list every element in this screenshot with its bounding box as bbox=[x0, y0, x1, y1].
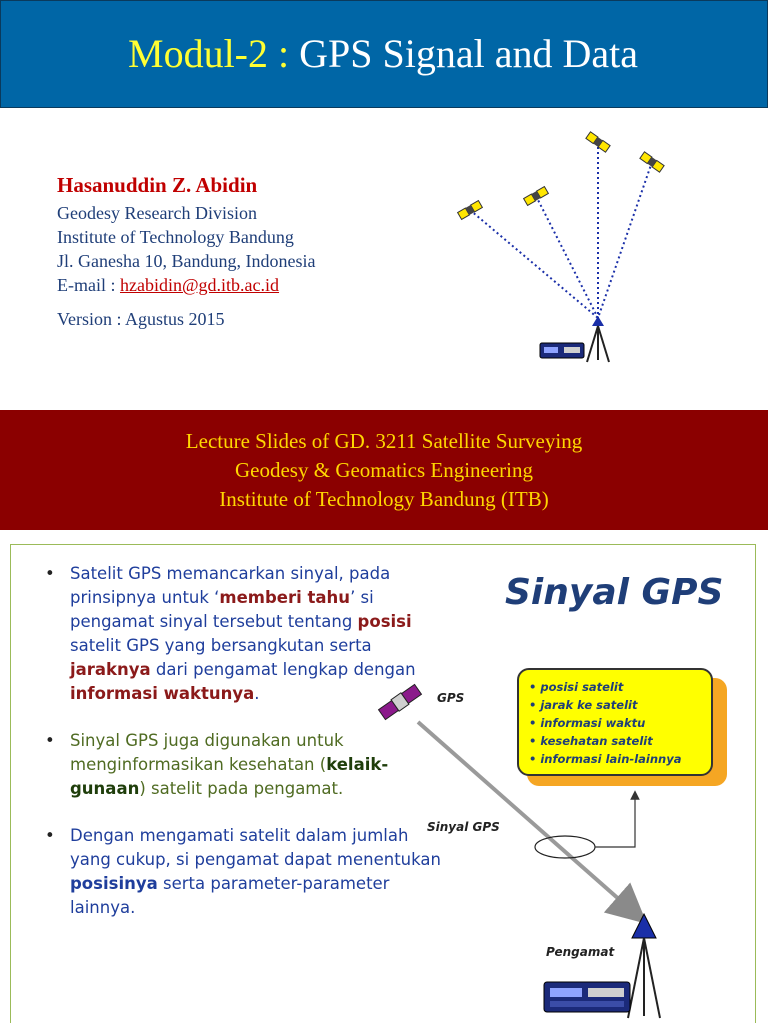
email-label: E-mail : bbox=[57, 275, 116, 295]
emphasis-text: memberi tahu bbox=[219, 588, 351, 607]
emphasis-text: informasi waktunya bbox=[70, 684, 255, 703]
bullet-item-2: • Sinyal GPS juga digunakan untuk menginformasikan kesehatan (kelaik-gunaan) satelit pada pengamat. bbox=[45, 731, 389, 798]
info-item: • posisi satelit bbox=[529, 680, 624, 694]
receiver-unit-icon bbox=[540, 343, 584, 358]
observer-tripod-icon bbox=[628, 914, 660, 1018]
title-prefix: Modul-2 : bbox=[128, 31, 290, 76]
banner-course: Lecture Slides of GD. 3211 Satellite Surveying bbox=[185, 429, 583, 453]
satellite-icon bbox=[586, 132, 610, 152]
signal-beams bbox=[470, 142, 652, 318]
author-email-line bbox=[57, 273, 315, 297]
banner-institute: Institute of Technology Bandung (ITB) bbox=[219, 487, 549, 511]
slide-heading: Sinyal GPS bbox=[505, 572, 724, 613]
signal-label: Sinyal GPS bbox=[427, 820, 500, 834]
satellite-illustration bbox=[440, 118, 680, 368]
bullet-item-3: • Dengan mengamati satelit dalam jumlah yang cukup, si pengamat dapat menentukan posisinya serta parameter-parameter lainnya. bbox=[45, 826, 441, 917]
emphasis-text: kelaik-gunaan bbox=[70, 755, 389, 798]
author-block bbox=[57, 173, 315, 330]
info-item: • informasi waktu bbox=[529, 716, 646, 730]
author-institute: Institute of Technology Bandung bbox=[57, 227, 294, 247]
banner-department: Geodesy & Geomatics Engineering bbox=[235, 458, 533, 482]
email-link[interactable]: hzabidin@gd.itb.ac.id bbox=[119, 275, 280, 295]
page-title bbox=[0, 30, 766, 77]
bullet-glyph: • bbox=[45, 731, 55, 750]
bullet-item-1: • Satelit GPS memancarkan sinyal, pada prinsipnya untuk ‘memberi tahu’ si pengamat sinyal tersebut tentang posisi satelit GPS yang bersangkutan serta jaraknya dari pengamat lengkap dengan informasi waktunya. bbox=[45, 564, 416, 703]
info-box bbox=[517, 668, 713, 776]
author-address: Jl. Ganesha 10, Bandung, Indonesia bbox=[57, 251, 316, 271]
lecture-banner bbox=[0, 410, 768, 530]
emphasis-text: posisi bbox=[357, 612, 412, 631]
satellite-icon bbox=[378, 684, 422, 721]
receiver-unit-icon bbox=[544, 982, 630, 1012]
emphasis-text: posisinya bbox=[70, 874, 158, 893]
author-division: Geodesy Research Division bbox=[57, 203, 257, 223]
signal-ellipse bbox=[535, 836, 595, 858]
observer-label: Pengamat bbox=[546, 945, 615, 959]
info-connector bbox=[595, 795, 635, 847]
author-name: Hasanuddin Z. Abidin bbox=[57, 173, 258, 197]
bullet-glyph: • bbox=[45, 826, 55, 845]
info-item: • kesehatan satelit bbox=[529, 734, 653, 748]
satellite-icon bbox=[640, 152, 664, 172]
title-main: GPS Signal and Data bbox=[299, 31, 638, 76]
version-line: Version : Agustus 2015 bbox=[57, 309, 225, 329]
receiver-tripod-icon bbox=[587, 316, 609, 362]
emphasis-text: jaraknya bbox=[70, 660, 151, 679]
info-item: • informasi lain-lainnya bbox=[529, 752, 682, 766]
gps-label: GPS bbox=[437, 691, 465, 705]
bullet-glyph: • bbox=[45, 564, 55, 583]
info-item: • jarak ke satelit bbox=[529, 698, 638, 712]
satellite-icon bbox=[524, 187, 549, 206]
